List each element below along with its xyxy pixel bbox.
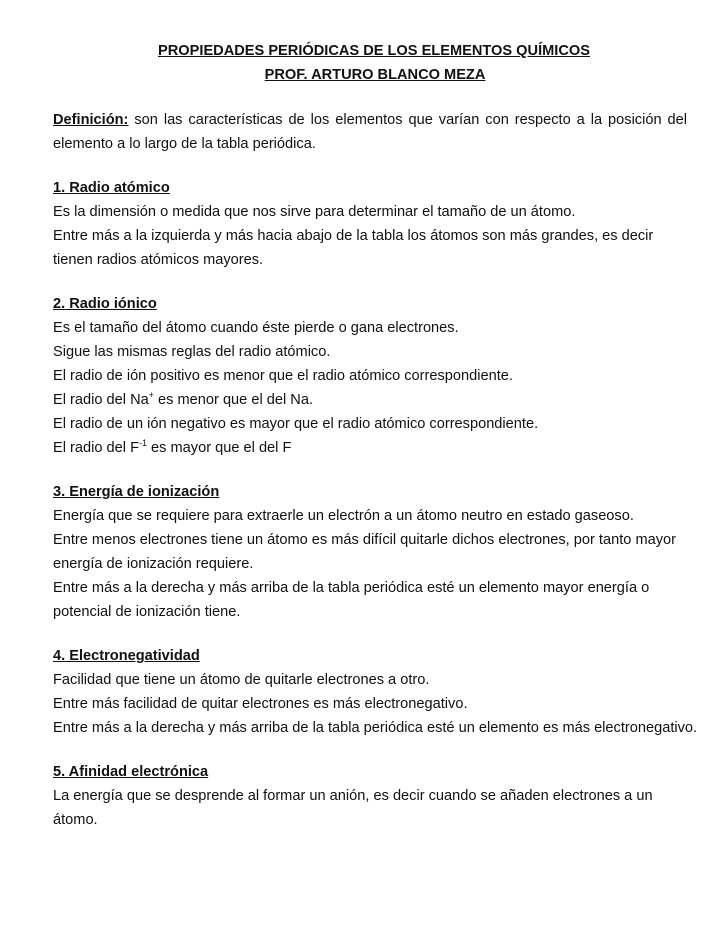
section-radio-atomico — [53, 176, 687, 272]
section-line: Entre más a la izquierda y más hacia abajo de la tabla los átomos son más grandes, es decir tienen radios atómicos mayores. — [53, 228, 654, 268]
line-text-before: El radio del Na — [53, 392, 149, 408]
document-author: PROF. ARTURO BLANCO MEZA — [264, 67, 486, 83]
section-electronegatividad — [53, 644, 698, 740]
document-title: PROPIEDADES PERIÓDICAS DE LOS ELEMENTOS QUÍMICOS — [158, 43, 590, 59]
section-line: El radio de ión positivo es menor que el radio atómico correspondiente. — [53, 368, 513, 384]
section-line: Es la dimensión o medida que nos sirve para determinar el tamaño de un átomo. — [53, 204, 576, 220]
section-energia-ionizacion — [53, 480, 687, 624]
section-line: Sigue las mismas reglas del radio atómico. — [53, 344, 331, 360]
section-heading: 5. Afinidad electrónica — [53, 764, 209, 780]
sodium-ion-line — [53, 388, 687, 412]
section-line: Es el tamaño del átomo cuando éste pierde o gana electrones. — [53, 320, 459, 336]
line-text-after: es menor que el del Na. — [154, 392, 313, 408]
section-heading: 1. Radio atómico — [53, 180, 170, 196]
section-line: Energía que se requiere para extraerle un electrón a un átomo neutro en estado gaseoso. — [53, 508, 634, 524]
line-text-before: El radio del F — [53, 440, 139, 456]
section-heading: 4. Electronegatividad — [53, 648, 200, 664]
section-heading: 2. Radio iónico — [53, 296, 157, 312]
superscript-charge: -1 — [138, 438, 147, 448]
section-line: Entre menos electrones tiene un átomo es más difícil quitarle dichos electrones, por tanto mayor energía de ionización requiere. — [53, 532, 676, 572]
section-line: Entre más a la derecha y más arriba de la tabla periódica esté un elemento es más electronegativo. — [53, 720, 698, 736]
line-text-after: es mayor que el del F — [147, 440, 292, 456]
section-afinidad-electronica — [53, 760, 687, 832]
section-line: El radio de un ión negativo es mayor que el radio atómico correspondiente. — [53, 416, 539, 432]
definition-label: Definición: — [53, 112, 129, 128]
superscript-charge: + — [148, 390, 154, 400]
section-radio-ionico — [53, 292, 687, 460]
section-line: Entre más facilidad de quitar electrones es más electronegativo. — [53, 696, 468, 712]
section-line: La energía que se desprende al formar un anión, es decir cuando se añaden electrones a un átomo. — [53, 788, 653, 828]
section-heading: 3. Energía de ionización — [53, 484, 220, 500]
fluoride-ion-line — [53, 436, 687, 460]
section-line: Facilidad que tiene un átomo de quitarle electrones a otro. — [53, 672, 430, 688]
definition-paragraph — [53, 108, 687, 156]
section-line: Entre más a la derecha y más arriba de la tabla periódica esté un elemento mayor energía o potencial de ionización tiene. — [53, 580, 650, 620]
definition-text: son las características de los elementos que varían con respecto a la posición del elemento a lo largo de la tabla periódica. — [53, 112, 687, 152]
